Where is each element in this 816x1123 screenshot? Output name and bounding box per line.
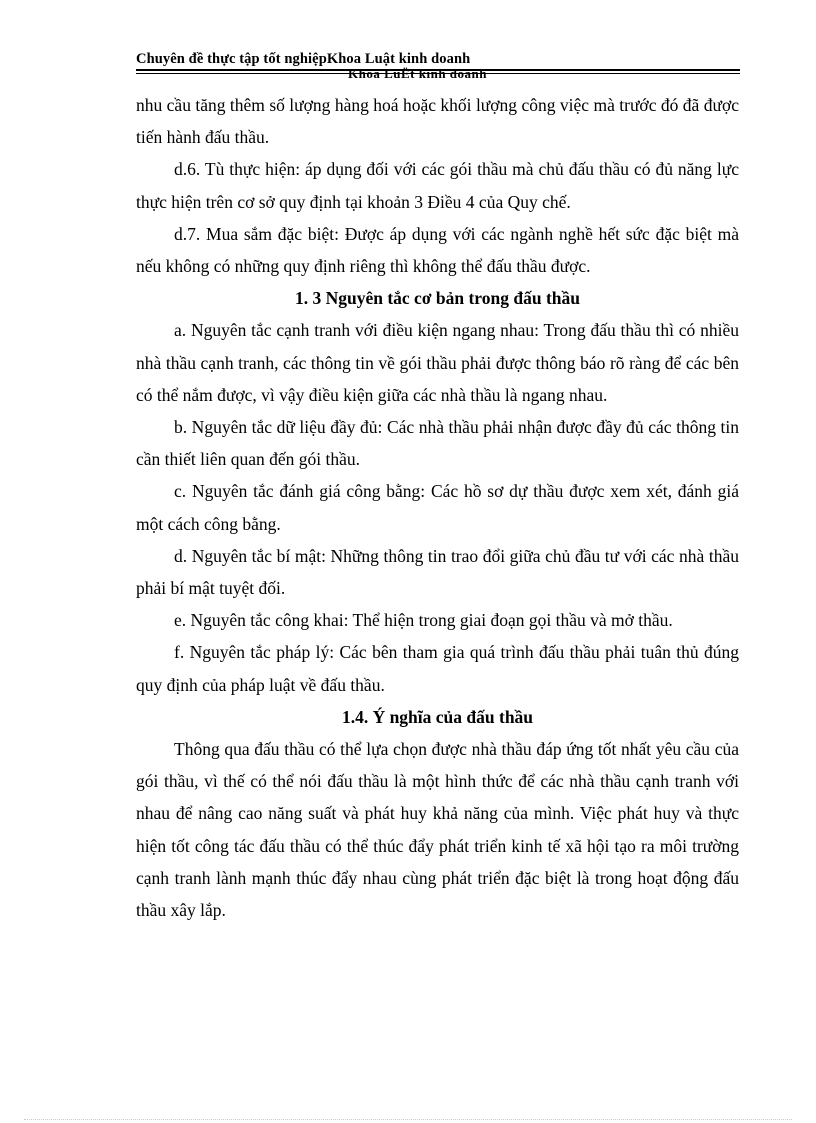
paragraph: nhu cầu tăng thêm số lượng hàng hoá hoặc khối lượng công việc mà trước đó đã được tiến hành đấu thầu. bbox=[136, 95, 739, 148]
paragraph: a. Nguyên tắc cạnh tranh với điều kiện ngang nhau: Trong đấu thầu thì có nhiều nhà thầu cạnh tranh, các thông tin về gói thầu phải được thông báo rõ ràng để các bên có thể nắm được, vì vậy điều kiện giữa các nhà thầu là ngang nhau. bbox=[136, 320, 739, 405]
paragraph: d.7. Mua sắm đặc biệt: Được áp dụng với các ngành nghề hết sức đặc biệt mà nếu không có những quy định riêng thì không thể đấu thầu được. bbox=[136, 223, 739, 277]
paragraph: c. Nguyên tắc đánh giá công bằng: Các hồ sơ dự thầu được xem xét, đánh giá một cách công bằng. bbox=[136, 481, 739, 534]
section-heading: 1.4. Ý nghĩa của đấu thầu bbox=[341, 706, 534, 727]
page-bottom-border bbox=[24, 1119, 792, 1120]
document-body bbox=[136, 89, 739, 926]
page-header bbox=[136, 50, 740, 81]
header-subtitle: Khoa LuËt kinh doanh bbox=[348, 66, 487, 81]
paragraph: d.6. Tù thực hiện: áp dụng đối với các gói thầu mà chủ đấu thầu có đủ năng lực thực hiện trên cơ sở quy định tại khoản 3 Điều 4 của Quy chế. bbox=[136, 159, 739, 212]
paragraph: Thông qua đấu thầu có thể lựa chọn được nhà thầu đáp ứng tốt nhất yêu cầu của gói thầu, vì thế có thể nói đấu thầu là một hình thức để các nhà thầu cạnh tranh với nhau để nâng cao năng suất và phát huy khả năng của mình. Việc phát huy và thực hiện tốt công tác đấu thầu có thể thúc đẩy phát triển kinh tế xã hội tạo ra môi trường cạnh tranh lành mạnh thúc đẩy nhau cùng phát triển đặc biệt là trong hoạt động đấu thầu xây lắp. bbox=[136, 739, 739, 921]
paragraph: b. Nguyên tắc dữ liệu đầy đủ: Các nhà thầu phải nhận được đầy đủ các thông tin cần thiết liên quan đến gói thầu. bbox=[136, 417, 739, 470]
paragraph: e. Nguyên tắc công khai: Thể hiện trong giai đoạn gọi thầu và mở thầu. bbox=[174, 610, 673, 631]
paragraph: f. Nguyên tắc pháp lý: Các bên tham gia quá trình đấu thầu phải tuân thủ đúng quy định của pháp luật về đấu thầu. bbox=[136, 642, 739, 695]
header-title: Chuyên đề thực tập tốt nghiệpKhoa Luật kinh doanh bbox=[136, 51, 471, 67]
paragraph: d. Nguyên tắc bí mật: Những thông tin trao đổi giữa chủ đầu tư với các nhà thầu phải bí mật tuyệt đối. bbox=[136, 545, 739, 599]
section-heading: 1. 3 Nguyên tắc cơ bản trong đấu thầu bbox=[294, 288, 581, 309]
